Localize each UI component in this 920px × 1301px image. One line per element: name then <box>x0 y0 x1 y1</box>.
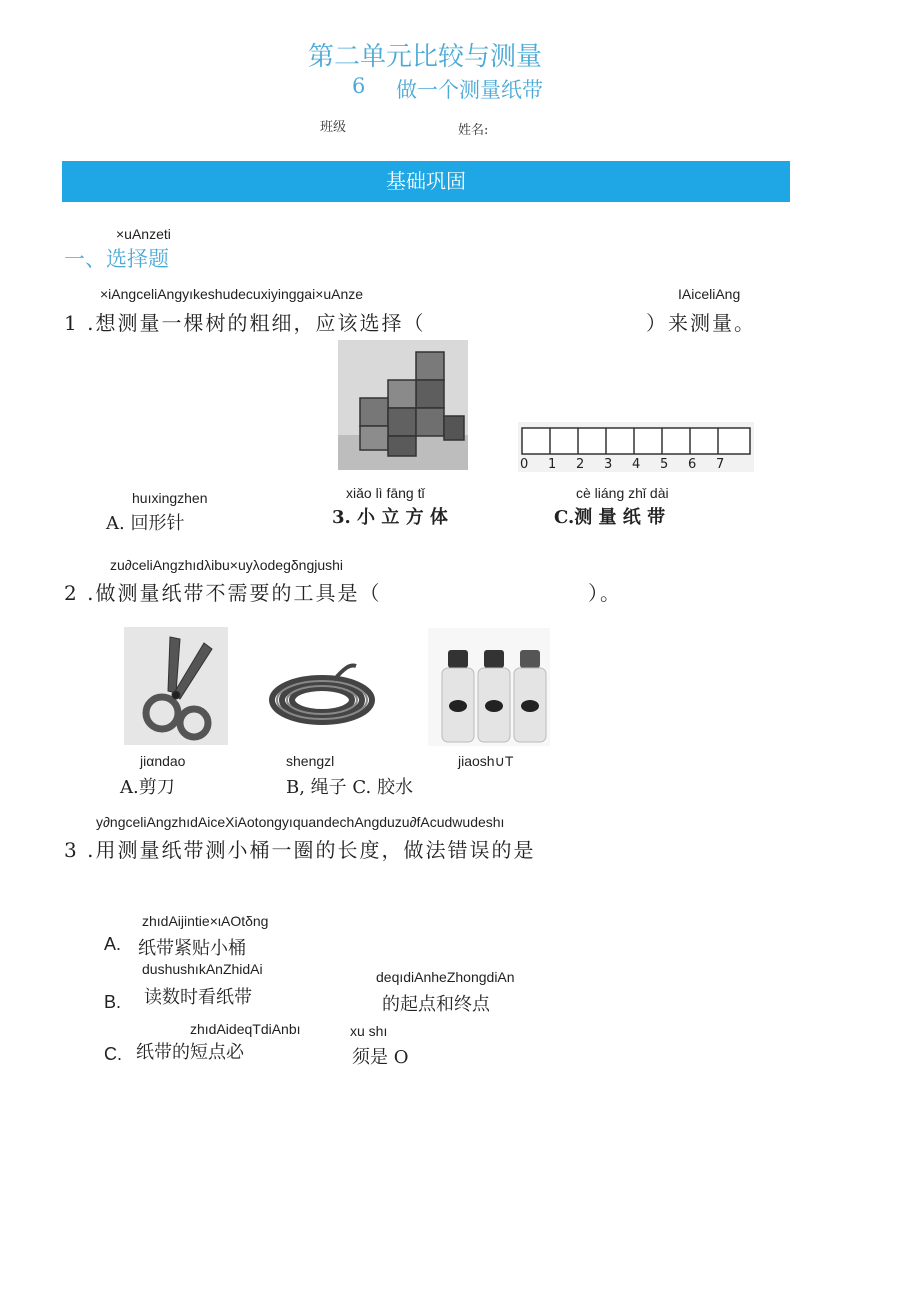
q1-opt-a-pinyin: huıxingzhen <box>132 490 208 506</box>
q1-opt-a: A. 回形针 <box>106 513 185 534</box>
q2-text-end: ）。 <box>588 581 622 605</box>
ruler-num-7: 7 <box>716 457 725 472</box>
ruler-num-3: 3 <box>604 457 613 472</box>
q2-opt-b: B, 绳子 C. 胶水 <box>286 777 413 798</box>
ruler-num-1: 1 <box>548 457 557 472</box>
glue-image <box>428 628 550 746</box>
q1-text: 1 .想测量一棵树的粗细，应该选择（ <box>64 311 426 335</box>
q3-opt-c-pinyin: zhıdAideqTdiAnbı <box>190 1021 301 1037</box>
q3-pinyin: y∂ngceliAngzhıdAiceXiAotongyıquandechAngduzu∂fAcudwudeshı <box>96 814 505 830</box>
q2-opt-c-pinyin: jiaosh∪T <box>458 753 514 769</box>
q3-opt-c-letter: C. <box>104 1044 122 1064</box>
q3-opt-c: 纸带的短点必 <box>136 1042 244 1063</box>
q3-opt-a: 纸带紧贴小桶 <box>138 938 246 959</box>
q1-opt-c: C.测 量 纸 带 <box>554 507 666 528</box>
q3-opt-b2-pinyin: deqıdiAnheZhongdiAn <box>376 969 515 985</box>
cubes-image <box>338 340 468 470</box>
q2-opt-a: A.剪刀 <box>120 777 175 798</box>
q1-opt-b-pinyin: xiǎo lì fāng tǐ <box>346 485 425 501</box>
ruler-num-0: 0 <box>520 457 529 472</box>
section-pinyin: ×uAnzeti <box>116 226 171 242</box>
banner-text: 基础巩固 <box>386 169 466 193</box>
q3-opt-c2-pinyin: xu shı <box>350 1023 388 1039</box>
lesson-title: 做一个测量纸带 <box>396 78 543 102</box>
rope-image <box>264 660 382 734</box>
q3-text: 3 .用测量纸带测小桶一圈的长度，做法错误的是 <box>64 838 536 862</box>
lesson-number: 6 <box>352 74 366 98</box>
unit-title: 第二单元比较与测量 <box>308 42 543 72</box>
ruler-num-2: 2 <box>576 457 585 472</box>
q3-opt-b-pinyin: dushushıkAnZhidAi <box>142 961 263 977</box>
q2-opt-a-pinyin: jiαndao <box>140 753 186 769</box>
section-title: 一、选择题 <box>64 247 169 271</box>
q3-opt-a-pinyin: zhıdAijintie×ιAOtδng <box>142 913 269 929</box>
name-label: 姓名: <box>458 123 489 138</box>
q2-pinyin: zu∂celiAngzhıdλibu×uyλodegδngjushi <box>110 557 344 573</box>
q1-pinyin: ×iAngceliAngyıkeshudecuxiyinggai×uAnze <box>100 286 364 302</box>
q3-opt-b2: 的起点和终点 <box>382 994 490 1015</box>
q1-text-end: ）来测量。 <box>646 311 756 335</box>
q3-opt-a-letter: A. <box>104 934 122 954</box>
q1-opt-b: 3. 小 立 方 体 <box>332 507 448 528</box>
measuring-tape-image <box>518 422 754 472</box>
q1-pinyin-right: IAiceliAng <box>678 286 741 302</box>
q2-text: 2 .做测量纸带不需要的工具是（ <box>64 581 382 605</box>
ruler-num-4: 4 <box>632 457 641 472</box>
scissors-image <box>124 627 228 745</box>
ruler-num-5: 5 <box>660 457 669 472</box>
q2-opt-b-pinyin: shengzl <box>286 753 335 769</box>
section-banner <box>62 161 790 202</box>
q3-opt-b: 读数时看纸带 <box>144 987 252 1008</box>
ruler-num-6: 6 <box>688 457 697 472</box>
class-label: 班级 <box>320 120 347 135</box>
q1-opt-c-pinyin: cè liáng zhǐ dài <box>576 485 669 501</box>
q3-opt-c2: 须是 O <box>352 1047 409 1068</box>
q3-opt-b-letter: B. <box>104 992 122 1012</box>
